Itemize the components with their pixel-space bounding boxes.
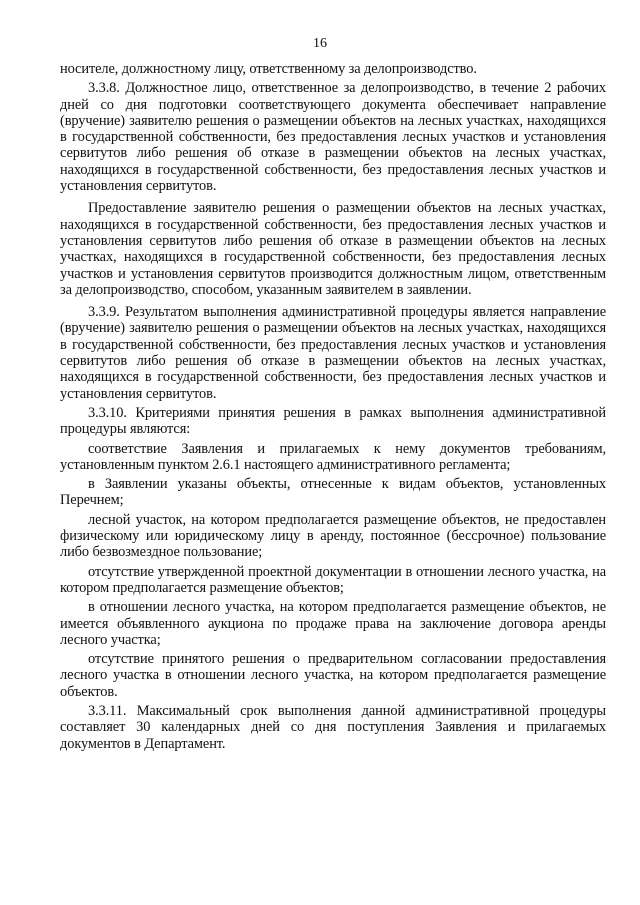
paragraph-delivery-method: Предоставление заявителю решения о размещении объектов на лесных участках, находящихся в государственной собственности, без предоставления лесных участков и установления сервитутов либо решения об отказе в размещении объектов на лесных участках, находящихся в государственной собственности, без предоставления лесных участков и установления сервитутов производится должностным лицом, ответственным за делопроизводство, способом, указанным заявителем в заявлении. — [60, 200, 606, 298]
page-number: 16 — [313, 36, 327, 51]
criterion-no-auction: в отношении лесного участка, на котором предполагается размещение объектов, не имеется объявленного аукциона по продаже права на заключение договора аренды лесного участка; — [60, 599, 606, 648]
criterion-object-types: в Заявлении указаны объекты, отнесенные к видам объектов, установленных Перечнем; — [60, 476, 606, 509]
paragraph-3-3-8: 3.3.8. Должностное лицо, ответственное за делопроизводство, в течение 2 рабочих дней со дня подготовки соответствующего документа обеспечивает направление (вручение) заявителю решения о размещении объектов на лесных участках, находящихся в государственной собственности, без предоставления лесных участков и установления сервитутов либо решения об отказе в размещении объектов на лесных участках, находящихся в государственной собственности, без предоставления лесных участков и установления сервитутов. — [60, 80, 606, 195]
criterion-documents-compliance: соответствие Заявления и прилагаемых к нему документов требованиям, установленным пунктом 2.6.1 настоящего административного регламента; — [60, 440, 606, 473]
paragraph-continuation: носителе, должностному лицу, ответственному за делопроизводство. — [60, 61, 477, 77]
document-body — [60, 61, 606, 755]
paragraph-3-3-11: 3.3.11. Максимальный срок выполнения данной административной процедуры составляет 30 календарных дней со дня поступления Заявления и прилагаемых документов в Департамент. — [60, 702, 606, 752]
paragraph-3-3-9: 3.3.9. Результатом выполнения административной процедуры является направление (вручение) заявителю решения о размещении объектов на лесных участках, находящихся в государственной собственности, без предоставления лесных участков и установления сервитутов либо решения об отказе в размещении объектов на лесных участках, находящихся в государственной собственности, без предоставления лесных участков и установления сервитутов. — [60, 304, 606, 402]
paragraph-3-3-10: 3.3.10. Критериями принятия решения в рамках выполнения административной процедуры являются: — [60, 404, 606, 438]
criterion-no-preliminary-approval: отсутствие принятого решения о предварительном согласовании предоставления лесного участка в отношении лесного участка, на котором предполагается размещение объектов. — [60, 651, 606, 700]
criterion-no-project-documentation: отсутствие утвержденной проектной документации в отношении лесного участка, на котором предполагается размещение объектов; — [60, 563, 606, 596]
criterion-plot-not-leased: лесной участок, на котором предполагается размещение объектов, не предоставлен физическому или юридическому лицу в аренду, постоянное (бессрочное) пользование либо безвозмездное пользование; — [60, 511, 606, 561]
